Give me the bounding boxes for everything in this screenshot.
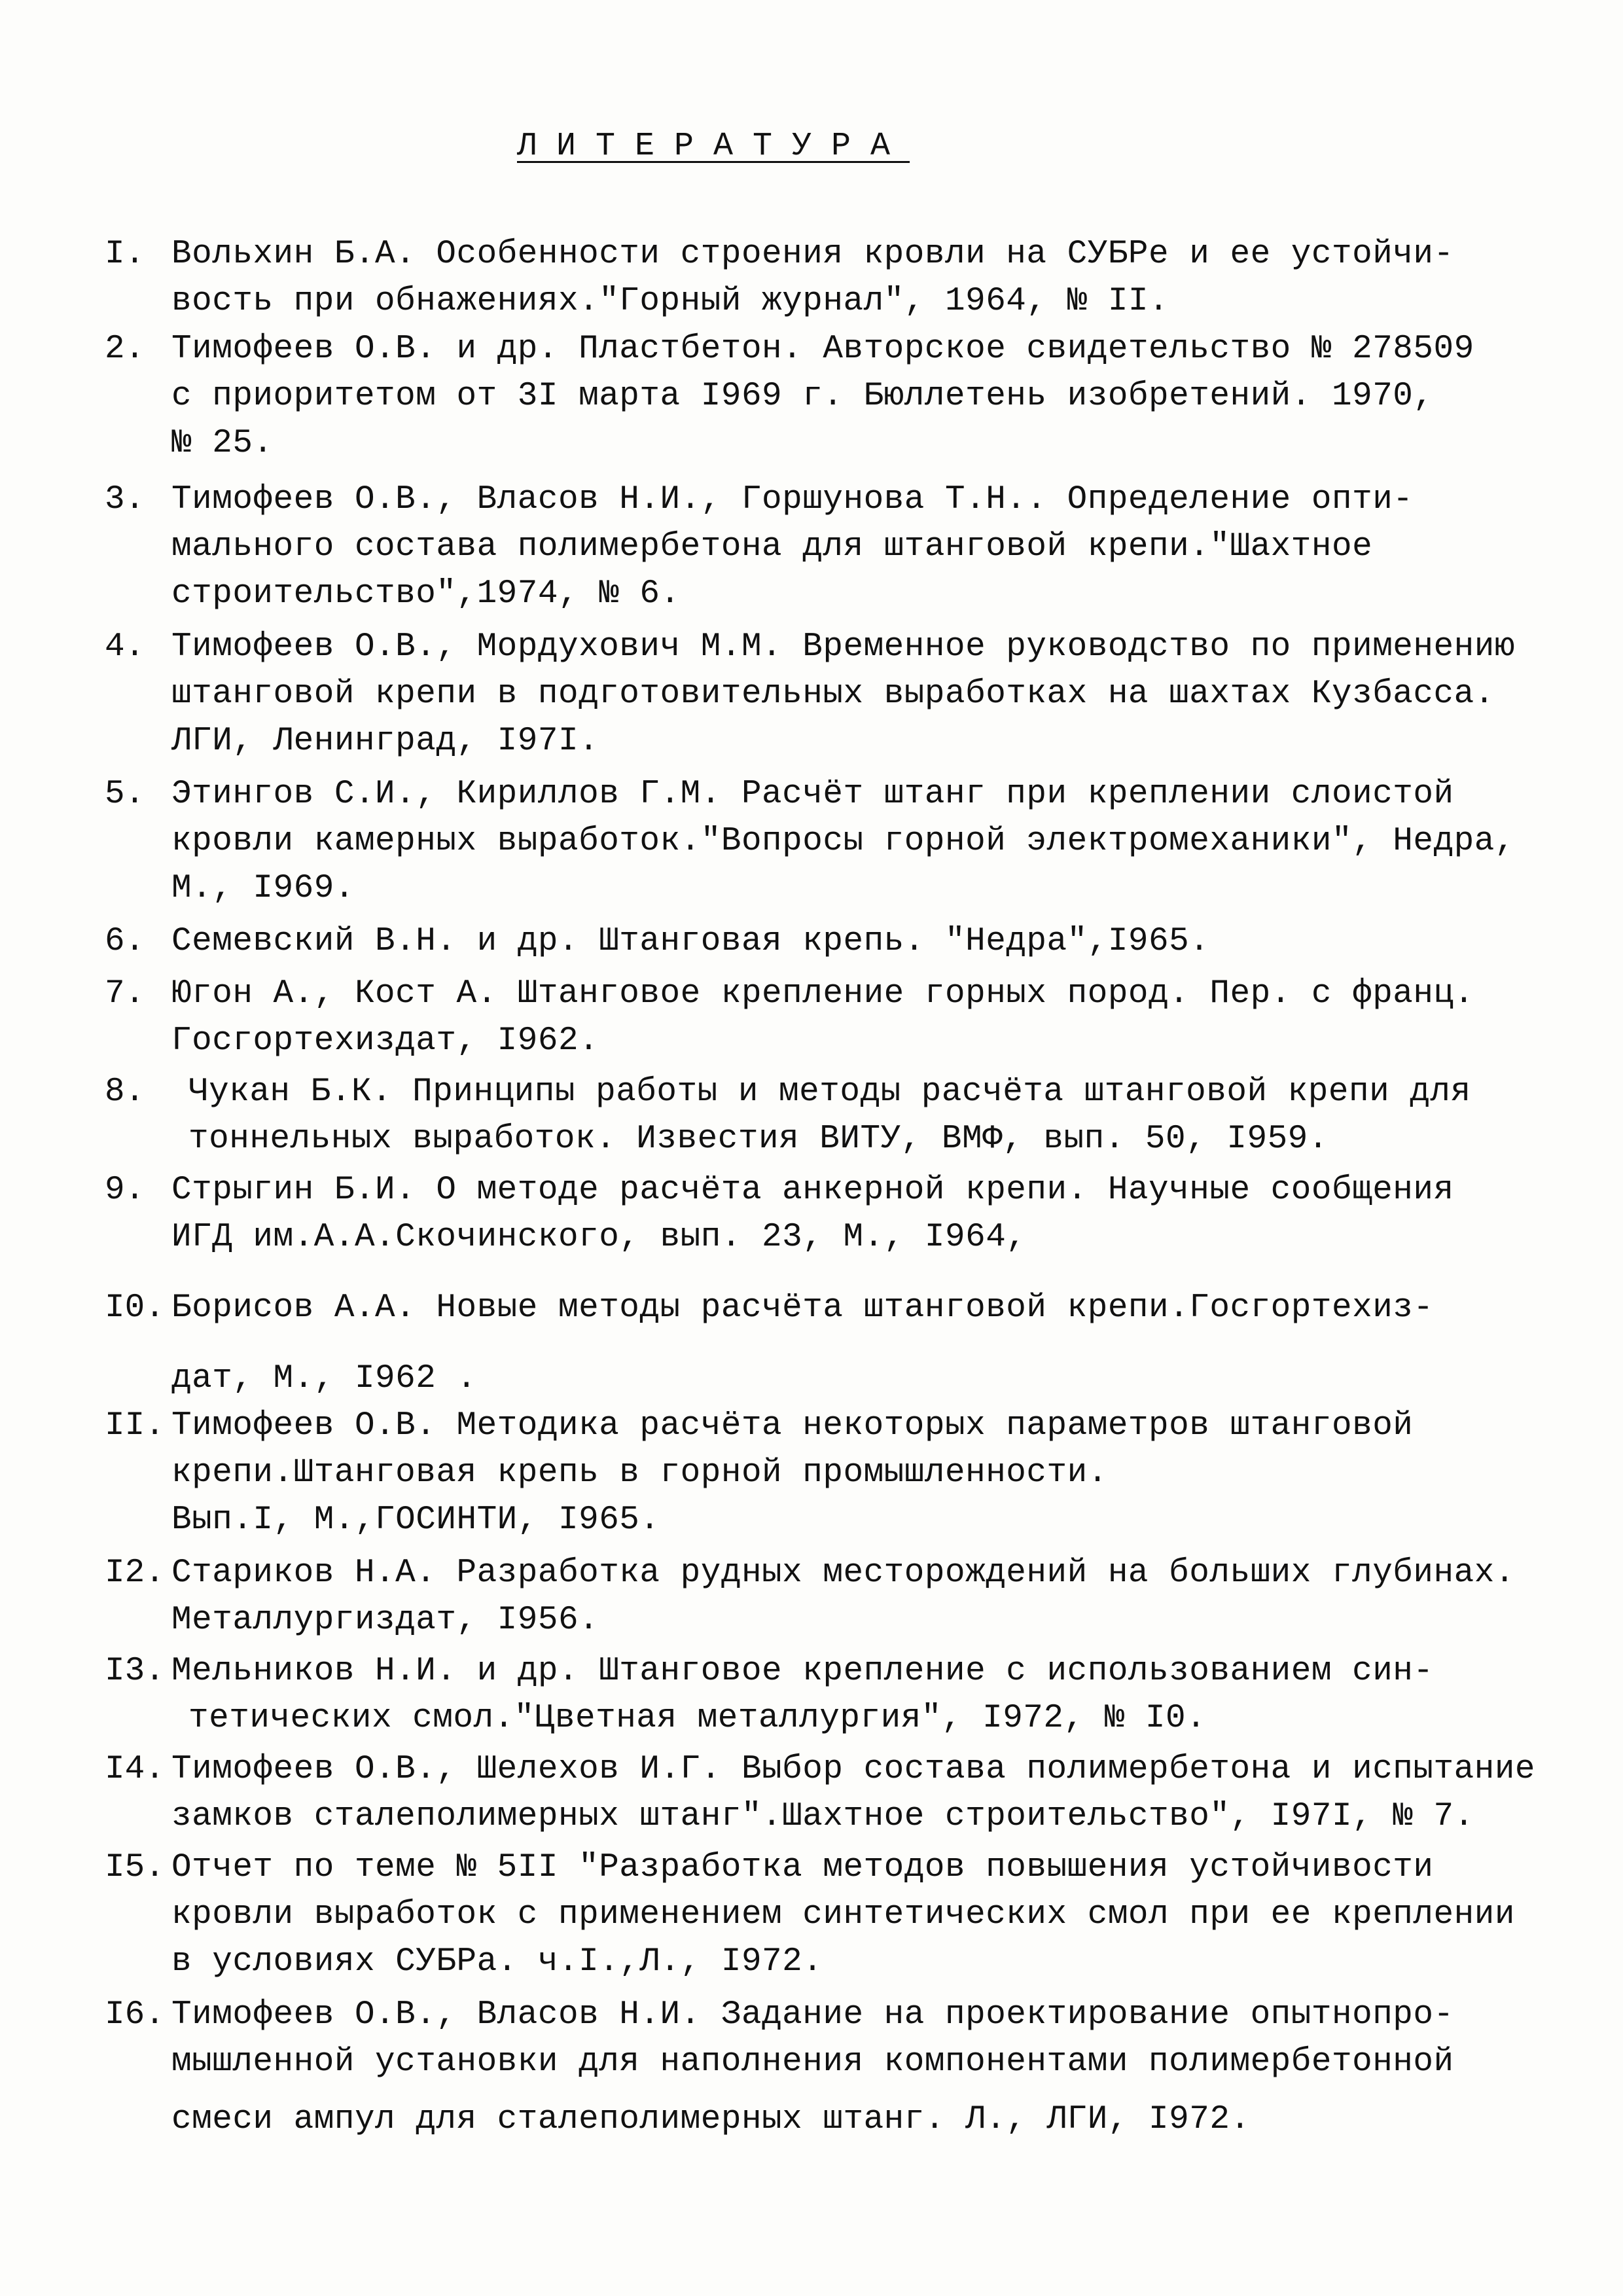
reference-number: I. (105, 236, 145, 273)
reference-line: Тимофеев О.В., Власов Н.И., Горшунова Т.Н.. Определение опти- (171, 481, 1414, 518)
reference-line: Тимофеев О.В., Власов Н.И. Задание на проектирование опытнопро- (171, 1996, 1454, 2034)
reference-line: крепи.Штанговая крепь в горной промышленности. (171, 1454, 1108, 1492)
reference-line: Госгортехиздат, I962. (171, 1022, 599, 1060)
reference-number: II. (105, 1407, 165, 1444)
reference-line: Вып.I, М.,ГОСИНТИ, I965. (171, 1501, 660, 1539)
reference-line: Тимофеев О.В., Шелехов И.Г. Выбор состава полимербетона и испытание (171, 1751, 1536, 1788)
reference-line: с приоритетом от 3I марта I969 г. Бюллетень изобретений. 1970, (171, 378, 1434, 415)
reference-number: I6. (105, 1996, 165, 2034)
reference-line: замков сталеполимерных штанг".Шахтное строительство", I97I, № 7. (171, 1798, 1474, 1835)
reference-line: Тимофеев О.В. Методика расчёта некоторых параметров штанговой (171, 1407, 1414, 1444)
reference-line: Металлургиздат, I956. (171, 1602, 599, 1639)
reference-number: I4. (105, 1751, 165, 1788)
reference-line: дат, М., I962 . (171, 1360, 477, 1397)
reference-number: 5. (105, 776, 145, 813)
reference-line: в условиях СУБРа. ч.I.,Л., I972. (171, 1943, 823, 1981)
reference-line: Борисов А.А. Новые методы расчёта штанговой крепи.Госгортехиз- (171, 1289, 1434, 1327)
reference-line: штанговой крепи в подготовительных выработках на шахтах Кузбасса. (171, 675, 1495, 713)
reference-number: 8. (105, 1073, 145, 1111)
reference-line: Чукан Б.К. Принципы работы и методы расчёта штанговой крепи для (188, 1073, 1471, 1111)
reference-line: ИГД им.А.А.Скочинского, вып. 23, М., I964, (171, 1219, 1027, 1256)
reference-line: Стариков Н.А. Разработка рудных месторождений на больших глубинах. (171, 1554, 1515, 1592)
reference-line: Югон А., Кост А. Штанговое крепление горных пород. Пер. с франц. (171, 975, 1474, 1013)
reference-line: ЛГИ, Ленинград, I97I. (171, 723, 599, 760)
reference-line: Мельников Н.И. и др. Штанговое крепление с использованием син- (171, 1653, 1434, 1690)
reference-line: Стрыгин Б.И. О методе расчёта анкерной крепи. Научные сообщения (171, 1172, 1454, 1209)
reference-number: I2. (105, 1554, 165, 1592)
reference-line: № 25. (171, 425, 274, 462)
reference-number: 9. (105, 1172, 145, 1209)
reference-line: Вольхин Б.А. Особенности строения кровли на СУБРе и ее устойчи- (171, 236, 1454, 273)
reference-line: строительство",1974, № 6. (171, 575, 681, 613)
reference-line: Семевский В.Н. и др. Штанговая крепь. "Недра",I965. (171, 923, 1210, 960)
reference-line: тетических смол."Цветная металлургия", I972, № I0. (188, 1700, 1207, 1737)
reference-line: кровли выработок с применением синтетических смол при ее креплении (171, 1896, 1515, 1933)
reference-number: I5. (105, 1849, 165, 1886)
reference-line: мального состава полимербетона для штанговой крепи."Шахтное (171, 528, 1373, 565)
reference-number: 7. (105, 975, 145, 1013)
reference-number: 3. (105, 481, 145, 518)
reference-line: тоннельных выработок. Известия ВИТУ, ВМФ, вып. 50, I959. (188, 1121, 1329, 1158)
page-title: ЛИТЕРАТУРА (517, 128, 910, 165)
reference-number: 2. (105, 331, 145, 368)
reference-line: Тимофеев О.В. и др. Пластбетон. Авторское свидетельство № 278509 (171, 331, 1474, 368)
reference-line: смеси ампул для сталеполимерных штанг. Л., ЛГИ, I972. (171, 2101, 1251, 2138)
reference-line: Отчет по теме № 5II "Разработка методов повышения устойчивости (171, 1849, 1434, 1886)
reference-line: Тимофеев О.В., Мордухович М.М. Временное руководство по применению (171, 628, 1515, 666)
reference-number: I0. (105, 1289, 165, 1327)
reference-number: I3. (105, 1653, 165, 1690)
reference-number: 6. (105, 923, 145, 960)
reference-line: вость при обнажениях."Горный журнал", 1964, № II. (171, 283, 1169, 320)
reference-line: М., I969. (171, 870, 355, 907)
reference-line: Этингов С.И., Кириллов Г.М. Расчёт штанг при креплении слоистой (171, 776, 1454, 813)
reference-line: кровли камерных выработок."Вопросы горной электромеханики", Недра, (171, 823, 1515, 860)
reference-line: мышленной установки для наполнения компонентами полимербетонной (171, 2043, 1454, 2081)
reference-number: 4. (105, 628, 145, 666)
